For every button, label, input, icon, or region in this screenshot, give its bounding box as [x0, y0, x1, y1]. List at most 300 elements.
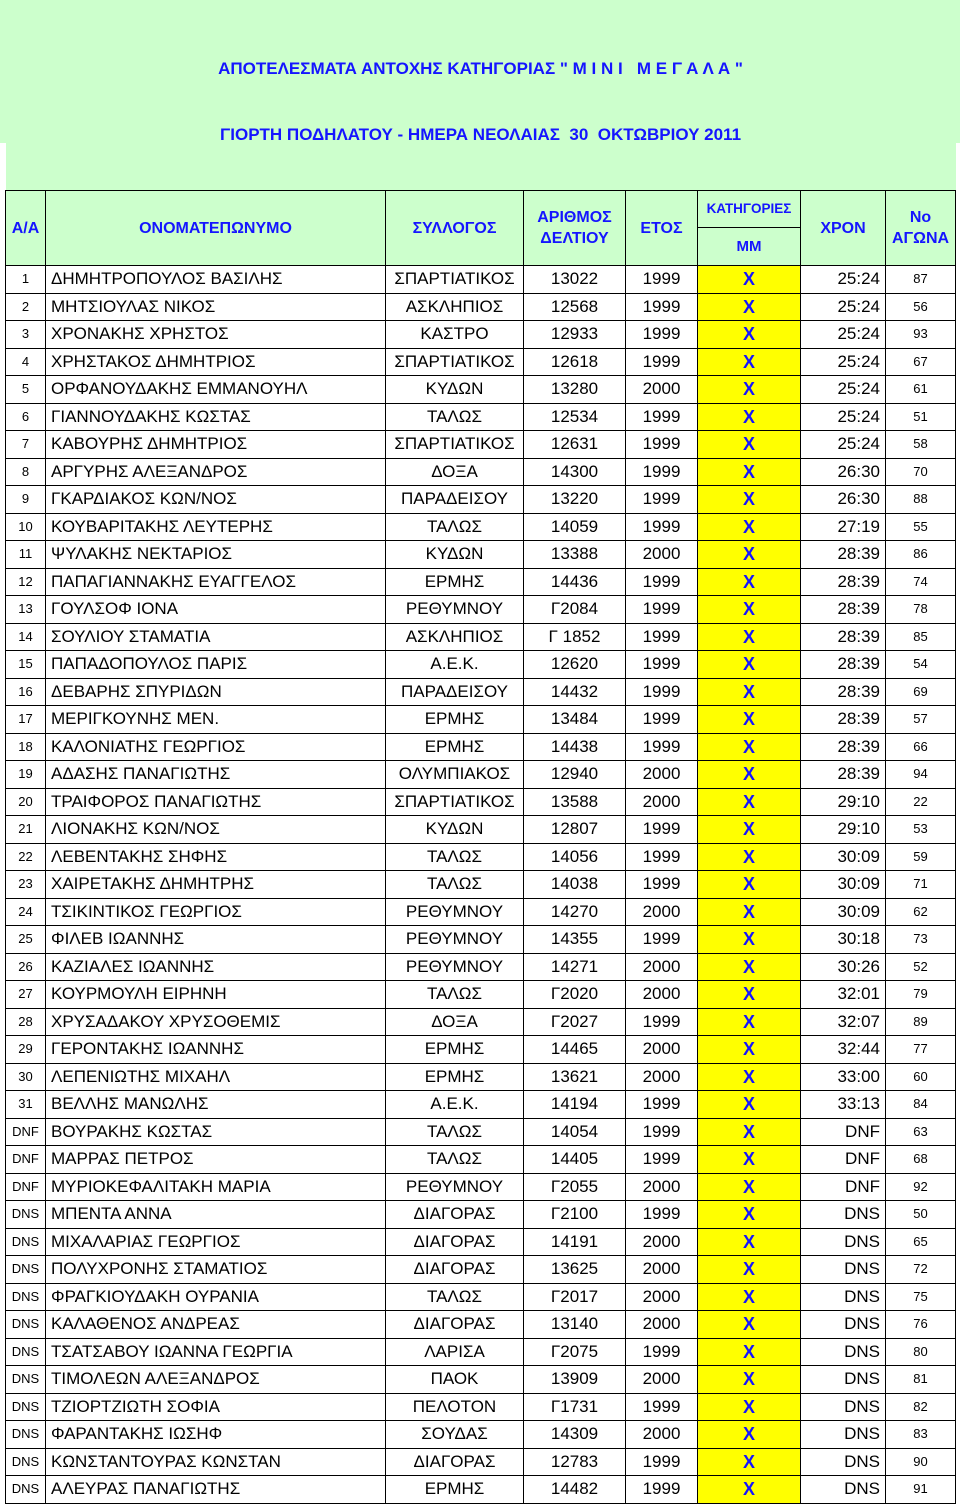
cell-time: DNF [801, 1173, 886, 1201]
cell-license-number: 14355 [524, 926, 626, 954]
cell-category-mark: Χ [698, 1063, 801, 1091]
cell-rider-name: ΜΗΤΣΙΟΥΛΑΣ ΝΙΚΟΣ [46, 293, 386, 321]
result-row [6, 1393, 956, 1421]
cell-club: ΚΥΔΩΝ [386, 541, 524, 569]
cell-race-number: 55 [886, 513, 956, 541]
cell-time: 29:10 [801, 788, 886, 816]
cell-rider-name: ΓΟΥΛΣΟΦ ΙΟΝΑ [46, 596, 386, 624]
cell-birth-year: 1999 [626, 1146, 698, 1174]
cell-birth-year: 1999 [626, 1338, 698, 1366]
cell-category-mark: Χ [698, 513, 801, 541]
result-row [6, 1421, 956, 1449]
result-row [6, 1228, 956, 1256]
cell-race-number: 51 [886, 403, 956, 431]
cell-category-mark: Χ [698, 1173, 801, 1201]
cell-birth-year: 1999 [626, 568, 698, 596]
cell-rider-name: ΧΡΗΣΤΑΚΟΣ ΔΗΜΗΤΡΙΟΣ [46, 348, 386, 376]
cell-position: DNS [6, 1228, 46, 1256]
cell-race-number: 87 [886, 266, 956, 294]
title-row [6, 0, 956, 191]
cell-time: 30:18 [801, 926, 886, 954]
cell-race-number: 77 [886, 1036, 956, 1064]
cell-birth-year: 1999 [626, 513, 698, 541]
cell-time: 28:39 [801, 541, 886, 569]
cell-club: ΤΑΛΩΣ [386, 981, 524, 1009]
cell-position: 30 [6, 1063, 46, 1091]
cell-license-number: Γ2027 [524, 1008, 626, 1036]
cell-birth-year: 1999 [626, 843, 698, 871]
cell-birth-year: 1999 [626, 596, 698, 624]
cell-birth-year: 2000 [626, 788, 698, 816]
cell-position: DNF [6, 1118, 46, 1146]
cell-rider-name: ΨΥΛΑΚΗΣ ΝΕΚΤΑΡΙΟΣ [46, 541, 386, 569]
cell-license-number: Γ1731 [524, 1393, 626, 1421]
cell-race-number: 53 [886, 816, 956, 844]
cell-club: ΤΑΛΩΣ [386, 1283, 524, 1311]
cell-time: 32:07 [801, 1008, 886, 1036]
cell-race-number: 85 [886, 623, 956, 651]
cell-category-mark: Χ [698, 981, 801, 1009]
cell-time: 26:30 [801, 486, 886, 514]
cell-time: DNS [801, 1283, 886, 1311]
cell-position: 4 [6, 348, 46, 376]
result-row [6, 1476, 956, 1504]
cell-club: ΣΠΑΡΤΙΑΤΙΚΟΣ [386, 788, 524, 816]
cell-club: ΠΕΛΟΤΟΝ [386, 1393, 524, 1421]
cell-license-number: 13909 [524, 1366, 626, 1394]
cell-race-number: 22 [886, 788, 956, 816]
result-row [6, 1008, 956, 1036]
cell-club: ΤΑΛΩΣ [386, 871, 524, 899]
cell-position: 21 [6, 816, 46, 844]
result-row [6, 1448, 956, 1476]
header-club: ΣΥΛΛΟΓΟΣ [386, 191, 524, 266]
cell-race-number: 88 [886, 486, 956, 514]
header-category [698, 191, 801, 266]
cell-club: ΡΕΘΥΜΝΟΥ [386, 596, 524, 624]
cell-race-number: 80 [886, 1338, 956, 1366]
cell-position: DNS [6, 1283, 46, 1311]
cell-birth-year: 1999 [626, 651, 698, 679]
cell-category-mark: Χ [698, 1311, 801, 1339]
cell-license-number: 13280 [524, 376, 626, 404]
result-row [6, 1338, 956, 1366]
cell-rider-name: ΤΙΜΟΛΕΩΝ ΑΛΕΞΑΝΔΡΟΣ [46, 1366, 386, 1394]
cell-position: 26 [6, 953, 46, 981]
cell-rider-name: ΤΣΑΤΣΑΒΟΥ ΙΩΑΝΝΑ ΓΕΩΡΓΙΑ [46, 1338, 386, 1366]
cell-category-mark: Χ [698, 1338, 801, 1366]
cell-birth-year: 2000 [626, 1366, 698, 1394]
cell-time: 25:24 [801, 266, 886, 294]
cell-birth-year: 1999 [626, 1393, 698, 1421]
cell-license-number: 14059 [524, 513, 626, 541]
cell-rider-name: ΠΟΛΥΧΡΟΝΗΣ ΣΤΑΜΑΤΙΟΣ [46, 1256, 386, 1284]
cell-position: DNS [6, 1311, 46, 1339]
cell-time: 28:39 [801, 761, 886, 789]
cell-birth-year: 1999 [626, 816, 698, 844]
cell-race-number: 57 [886, 706, 956, 734]
result-row [6, 348, 956, 376]
cell-license-number: Γ2075 [524, 1338, 626, 1366]
cell-position: 6 [6, 403, 46, 431]
cell-club: ΕΡΜΗΣ [386, 706, 524, 734]
cell-license-number: Γ 1852 [524, 623, 626, 651]
cell-position: DNS [6, 1476, 46, 1504]
cell-category-mark: Χ [698, 623, 801, 651]
cell-category-mark: Χ [698, 541, 801, 569]
cell-club: ΤΑΛΩΣ [386, 1146, 524, 1174]
cell-license-number: 14309 [524, 1421, 626, 1449]
cell-club: ΕΡΜΗΣ [386, 1036, 524, 1064]
cell-race-number: 72 [886, 1256, 956, 1284]
result-row [6, 733, 956, 761]
cell-race-number: 68 [886, 1146, 956, 1174]
cell-rider-name: ΜΥΡΙΟΚΕΦΑΛΙΤΑΚΗ ΜΑΡΙΑ [46, 1173, 386, 1201]
result-row [6, 1256, 956, 1284]
cell-rider-name: ΓΚΑΡΔΙΑΚΟΣ ΚΩΝ/ΝΟΣ [46, 486, 386, 514]
result-row [6, 1173, 956, 1201]
cell-rider-name: ΦΑΡΑΝΤΑΚΗΣ ΙΩΣΗΦ [46, 1421, 386, 1449]
cell-position: 12 [6, 568, 46, 596]
result-row [6, 926, 956, 954]
cell-birth-year: 1999 [626, 926, 698, 954]
cell-club: ΤΑΛΩΣ [386, 403, 524, 431]
result-row [6, 266, 956, 294]
cell-time: DNF [801, 1146, 886, 1174]
result-row [6, 898, 956, 926]
cell-club: ΡΕΘΥΜΝΟΥ [386, 898, 524, 926]
cell-birth-year: 1999 [626, 871, 698, 899]
result-row [6, 321, 956, 349]
cell-category-mark: Χ [698, 568, 801, 596]
cell-birth-year: 1999 [626, 321, 698, 349]
result-row [6, 1283, 956, 1311]
result-row [6, 458, 956, 486]
cell-category-mark: Χ [698, 431, 801, 459]
cell-category-mark: Χ [698, 926, 801, 954]
cell-race-number: 67 [886, 348, 956, 376]
cell-race-number: 56 [886, 293, 956, 321]
cell-time: DNS [801, 1448, 886, 1476]
cell-club: ΔΙΑΓΟΡΑΣ [386, 1256, 524, 1284]
cell-time: 25:24 [801, 293, 886, 321]
cell-race-number: 62 [886, 898, 956, 926]
cell-club: ΔΙΑΓΟΡΑΣ [386, 1201, 524, 1229]
cell-race-number: 89 [886, 1008, 956, 1036]
cell-category-mark: Χ [698, 348, 801, 376]
cell-license-number: Γ2055 [524, 1173, 626, 1201]
cell-club: ΤΑΛΩΣ [386, 513, 524, 541]
cell-birth-year: 2000 [626, 1063, 698, 1091]
cell-club: ΣΠΑΡΤΙΑΤΙΚΟΣ [386, 266, 524, 294]
cell-club: ΚΥΔΩΝ [386, 376, 524, 404]
cell-license-number: 13388 [524, 541, 626, 569]
cell-time: DNS [801, 1228, 886, 1256]
cell-category-mark: Χ [698, 1448, 801, 1476]
title-line-1: ΑΠΟΤΕΛΕΣΜΑΤΑ ΑΝΤΟΧΗΣ ΚΑΤΗΓΟΡΙΑΣ " Μ Ι Ν Ι Μ Ε Γ Α Λ Α " [218, 59, 743, 78]
cell-rider-name: ΧΡΥΣΑΔΑΚΟΥ ΧΡΥΣΟΘΕΜΙΣ [46, 1008, 386, 1036]
cell-position: 18 [6, 733, 46, 761]
result-row [6, 376, 956, 404]
cell-birth-year: 2000 [626, 541, 698, 569]
cell-category-mark: Χ [698, 403, 801, 431]
cell-race-number: 74 [886, 568, 956, 596]
cell-time: DNS [801, 1366, 886, 1394]
cell-rider-name: ΒΕΛΛΗΣ ΜΑΝΩΛΗΣ [46, 1091, 386, 1119]
cell-time: 25:24 [801, 348, 886, 376]
cell-club: Α.Ε.Κ. [386, 1091, 524, 1119]
cell-time: 25:24 [801, 321, 886, 349]
cell-position: 2 [6, 293, 46, 321]
cell-license-number: 12783 [524, 1448, 626, 1476]
cell-time: DNS [801, 1393, 886, 1421]
cell-rider-name: ΚΑΖΙΑΛΕΣ ΙΩΑΝΝΗΣ [46, 953, 386, 981]
cell-position: 20 [6, 788, 46, 816]
cell-license-number: 13022 [524, 266, 626, 294]
cell-rider-name: ΦΙΛΕΒ ΙΩΑΝΝΗΣ [46, 926, 386, 954]
result-row [6, 623, 956, 651]
cell-position: 25 [6, 926, 46, 954]
cell-category-mark: Χ [698, 733, 801, 761]
cell-birth-year: 2000 [626, 1311, 698, 1339]
cell-category-mark: Χ [698, 788, 801, 816]
result-row [6, 1091, 956, 1119]
cell-category-mark: Χ [698, 321, 801, 349]
cell-birth-year: 1999 [626, 1118, 698, 1146]
result-row [6, 1311, 956, 1339]
cell-category-mark: Χ [698, 816, 801, 844]
cell-license-number: 14482 [524, 1476, 626, 1504]
title-line-2: ΓΙΟΡΤΗ ΠΟΔΗΛΑΤΟΥ - ΗΜΕΡΑ ΝΕΟΛΑΙΑΣ 30 ΟΚΤΩΒΡΙΟΥ 2011 [220, 125, 742, 144]
cell-birth-year: 2000 [626, 898, 698, 926]
header-license-line-2: ΔΕΛΤΙΟΥ [540, 230, 609, 247]
result-row [6, 1146, 956, 1174]
cell-rider-name: ΠΑΠΑΔΟΠΟΥΛΟΣ ΠΑΡΙΣ [46, 651, 386, 679]
cell-category-mark: Χ [698, 706, 801, 734]
cell-position: DNS [6, 1338, 46, 1366]
cell-category-mark: Χ [698, 486, 801, 514]
cell-position: 19 [6, 761, 46, 789]
cell-race-number: 81 [886, 1366, 956, 1394]
cell-birth-year: 1999 [626, 486, 698, 514]
cell-rider-name: ΚΑΒΟΥΡΗΣ ΔΗΜΗΤΡΙΟΣ [46, 431, 386, 459]
cell-rider-name: ΛΙΟΝΑΚΗΣ ΚΩΝ/ΝΟΣ [46, 816, 386, 844]
cell-license-number: 14038 [524, 871, 626, 899]
cell-license-number: 14054 [524, 1118, 626, 1146]
result-row [6, 816, 956, 844]
cell-position: DNS [6, 1421, 46, 1449]
cell-license-number: 12940 [524, 761, 626, 789]
cell-time: 27:19 [801, 513, 886, 541]
cell-license-number: 12618 [524, 348, 626, 376]
result-row [6, 596, 956, 624]
cell-club: ΤΑΛΩΣ [386, 843, 524, 871]
result-row [6, 761, 956, 789]
cell-rider-name: ΔΗΜΗΤΡΟΠΟΥΛΟΣ ΒΑΣΙΛΗΣ [46, 266, 386, 294]
cell-license-number: 13484 [524, 706, 626, 734]
cell-time: 28:39 [801, 596, 886, 624]
cell-club: ΕΡΜΗΣ [386, 568, 524, 596]
cell-birth-year: 1999 [626, 1091, 698, 1119]
cell-time: 32:01 [801, 981, 886, 1009]
cell-category-mark: Χ [698, 1283, 801, 1311]
cell-time: 28:39 [801, 678, 886, 706]
cell-birth-year: 1999 [626, 431, 698, 459]
cell-birth-year: 1999 [626, 348, 698, 376]
header-license-line-1: ΑΡΙΘΜΟΣ [537, 209, 612, 226]
cell-club: ΔΙΑΓΟΡΑΣ [386, 1311, 524, 1339]
cell-rider-name: ΛΕΠΕΝΙΩΤΗΣ ΜΙΧΑΗΛ [46, 1063, 386, 1091]
cell-birth-year: 2000 [626, 1283, 698, 1311]
cell-position: DNS [6, 1256, 46, 1284]
cell-time: 25:24 [801, 403, 886, 431]
cell-rider-name: ΒΟΥΡΑΚΗΣ ΚΩΣΤΑΣ [46, 1118, 386, 1146]
cell-rider-name: ΤΖΙΟΡΤΖΙΩΤΗ ΣΟΦΙΑ [46, 1393, 386, 1421]
cell-race-number: 70 [886, 458, 956, 486]
cell-race-number: 69 [886, 678, 956, 706]
cell-birth-year: 2000 [626, 953, 698, 981]
cell-birth-year: 2000 [626, 1173, 698, 1201]
cell-category-mark: Χ [698, 1366, 801, 1394]
cell-club: ΑΣΚΛΗΠΙΟΣ [386, 623, 524, 651]
cell-license-number: 14191 [524, 1228, 626, 1256]
result-row [6, 1063, 956, 1091]
cell-category-mark: Χ [698, 898, 801, 926]
cell-club: ΚΑΣΤΡΟ [386, 321, 524, 349]
cell-license-number: 14300 [524, 458, 626, 486]
cell-birth-year: 1999 [626, 1201, 698, 1229]
cell-position: DNS [6, 1201, 46, 1229]
cell-category-mark: Χ [698, 953, 801, 981]
cell-position: 24 [6, 898, 46, 926]
cell-birth-year: 1999 [626, 623, 698, 651]
cell-club: ΣΠΑΡΤΙΑΤΙΚΟΣ [386, 348, 524, 376]
cell-birth-year: 1999 [626, 1008, 698, 1036]
cell-club: ΤΑΛΩΣ [386, 1118, 524, 1146]
cell-rider-name: ΣΟΥΛΙΟΥ ΣΤΑΜΑΤΙΑ [46, 623, 386, 651]
header-category-title: ΚΑΤΗΓΟΡΙΕΣ [698, 191, 800, 228]
cell-license-number: 14436 [524, 568, 626, 596]
cell-time: 25:24 [801, 431, 886, 459]
cell-race-number: 91 [886, 1476, 956, 1504]
cell-category-mark: Χ [698, 678, 801, 706]
result-row [6, 843, 956, 871]
cell-race-number: 65 [886, 1228, 956, 1256]
result-row [6, 403, 956, 431]
cell-rider-name: ΜΙΧΑΛΑΡΙΑΣ ΓΕΩΡΓΙΟΣ [46, 1228, 386, 1256]
cell-time: 28:39 [801, 706, 886, 734]
result-row [6, 706, 956, 734]
cell-time: 28:39 [801, 623, 886, 651]
cell-position: DNS [6, 1448, 46, 1476]
cell-license-number: 12620 [524, 651, 626, 679]
cell-license-number: 12631 [524, 431, 626, 459]
cell-position: 23 [6, 871, 46, 899]
cell-time: DNF [801, 1118, 886, 1146]
cell-race-number: 54 [886, 651, 956, 679]
cell-club: ΔΙΑΓΟΡΑΣ [386, 1448, 524, 1476]
cell-club: ΠΑΡΑΔΕΙΣΟΥ [386, 486, 524, 514]
cell-license-number: Γ2100 [524, 1201, 626, 1229]
cell-rider-name: ΛΕΒΕΝΤΑΚΗΣ ΣΗΦΗΣ [46, 843, 386, 871]
cell-time: 30:09 [801, 843, 886, 871]
cell-race-number: 84 [886, 1091, 956, 1119]
cell-race-number: 71 [886, 871, 956, 899]
cell-category-mark: Χ [698, 1256, 801, 1284]
result-row [6, 486, 956, 514]
cell-category-mark: Χ [698, 1146, 801, 1174]
cell-rider-name: ΔΕΒΑΡΗΣ ΣΠΥΡΙΔΩΝ [46, 678, 386, 706]
cell-race-number: 79 [886, 981, 956, 1009]
cell-birth-year: 2000 [626, 1228, 698, 1256]
cell-time: DNS [801, 1338, 886, 1366]
cell-rider-name: ΤΣΙΚΙΝΤΙΚΟΣ ΓΕΩΡΓΙΟΣ [46, 898, 386, 926]
cell-category-mark: Χ [698, 293, 801, 321]
cell-time: 25:24 [801, 376, 886, 404]
cell-category-mark: Χ [698, 458, 801, 486]
result-row [6, 541, 956, 569]
cell-rider-name: ΜΕΡΙΓΚΟΥΝΗΣ ΜΕΝ. [46, 706, 386, 734]
cell-position: 17 [6, 706, 46, 734]
cell-license-number: 13625 [524, 1256, 626, 1284]
cell-category-mark: Χ [698, 651, 801, 679]
result-row [6, 1036, 956, 1064]
cell-club: ΕΡΜΗΣ [386, 1476, 524, 1504]
cell-position: 3 [6, 321, 46, 349]
cell-license-number: 12933 [524, 321, 626, 349]
cell-license-number: 13588 [524, 788, 626, 816]
cell-time: DNS [801, 1476, 886, 1504]
cell-race-number: 59 [886, 843, 956, 871]
cell-category-mark: Χ [698, 1476, 801, 1504]
cell-race-number: 94 [886, 761, 956, 789]
cell-time: 26:30 [801, 458, 886, 486]
cell-race-number: 73 [886, 926, 956, 954]
cell-club: ΚΥΔΩΝ [386, 816, 524, 844]
results-table [5, 0, 956, 1504]
cell-license-number: Γ2020 [524, 981, 626, 1009]
cell-time: 33:00 [801, 1063, 886, 1091]
cell-time: DNS [801, 1421, 886, 1449]
cell-club: ΡΕΘΥΜΝΟΥ [386, 953, 524, 981]
cell-rider-name: ΧΡΟΝΑΚΗΣ ΧΡΗΣΤΟΣ [46, 321, 386, 349]
cell-rider-name: ΑΛΕΥΡΑΣ ΠΑΝΑΓΙΩΤΗΣ [46, 1476, 386, 1504]
result-row [6, 293, 956, 321]
cell-time: DNS [801, 1201, 886, 1229]
result-row [6, 513, 956, 541]
cell-birth-year: 2000 [626, 761, 698, 789]
header-license-number [524, 191, 626, 266]
header-rider-name: ΟΝΟΜΑΤΕΠΩΝΥΜΟ [46, 191, 386, 266]
cell-time: 30:09 [801, 871, 886, 899]
cell-position: DNS [6, 1393, 46, 1421]
result-row [6, 651, 956, 679]
cell-position: 27 [6, 981, 46, 1009]
cell-position: 28 [6, 1008, 46, 1036]
cell-birth-year: 1999 [626, 458, 698, 486]
cell-position: 9 [6, 486, 46, 514]
result-row [6, 871, 956, 899]
cell-time: 28:39 [801, 568, 886, 596]
cell-club: ΣΠΑΡΤΙΑΤΙΚΟΣ [386, 431, 524, 459]
cell-license-number: 14438 [524, 733, 626, 761]
document-title [6, 0, 956, 191]
cell-license-number: Γ2017 [524, 1283, 626, 1311]
cell-club: ΕΡΜΗΣ [386, 733, 524, 761]
cell-birth-year: 1999 [626, 733, 698, 761]
cell-position: 1 [6, 266, 46, 294]
cell-club: ΕΡΜΗΣ [386, 1063, 524, 1091]
